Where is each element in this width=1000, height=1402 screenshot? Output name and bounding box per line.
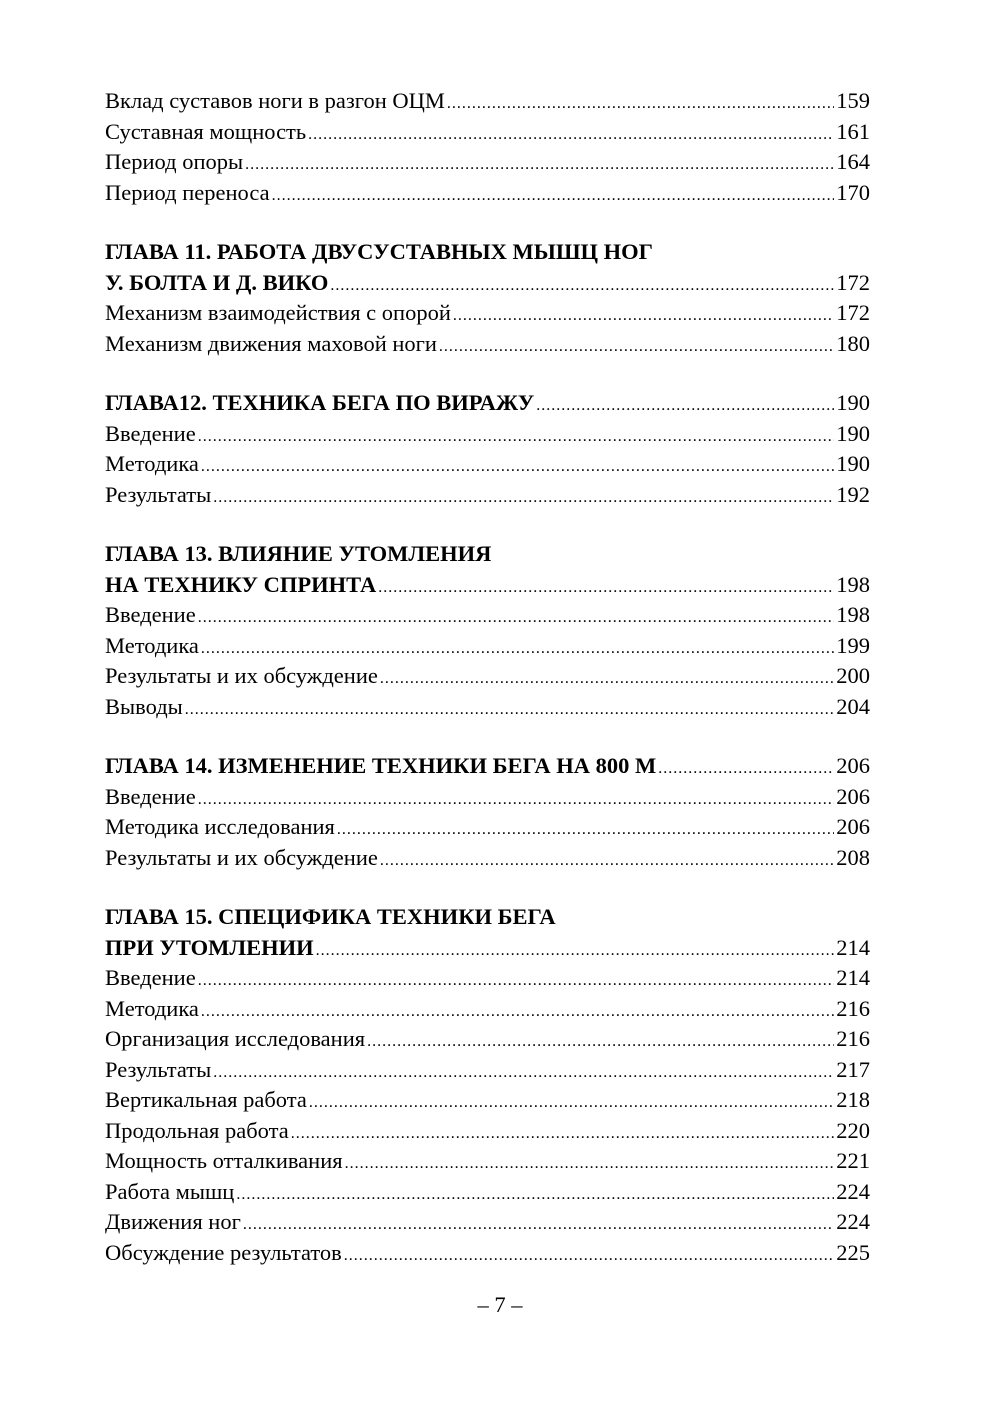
toc-entry-title: Результаты и их обсуждение	[105, 663, 378, 688]
toc-entry-page: 206	[836, 753, 870, 778]
toc-entry	[105, 329, 870, 360]
dot-leader	[367, 1027, 834, 1058]
chapter-section	[105, 539, 870, 722]
toc-entry-title: Введение	[105, 420, 196, 446]
toc-entry-title: Результаты и их обсуждение	[105, 844, 378, 870]
dot-leader	[245, 150, 834, 181]
toc-entry-title: Методика	[105, 995, 199, 1021]
dot-leader	[447, 89, 834, 120]
toc-entry	[105, 1085, 870, 1116]
toc-entry-page: 206	[836, 814, 870, 839]
toc-entry-page: 190	[836, 420, 870, 446]
toc-entry-page: 216	[836, 1026, 870, 1051]
chapter-heading: ГЛАВА 15. СПЕЦИФИКА ТЕХНИКИ БЕГА	[105, 904, 556, 929]
dot-leader	[344, 1241, 834, 1272]
toc-entry	[105, 449, 870, 480]
dot-leader	[213, 1058, 834, 1089]
chapter-heading: ГЛАВА 11. РАБОТА ДВУСУСТАВНЫХ МЫШЦ НОГ	[105, 239, 653, 264]
toc-entry-page: 199	[836, 632, 870, 658]
dot-leader	[337, 815, 834, 846]
toc-entry-page: 225	[836, 1239, 870, 1265]
chapter-heading-entry	[105, 388, 870, 419]
dot-leader	[198, 966, 835, 997]
toc-entry	[105, 117, 870, 148]
toc-entry	[105, 600, 870, 631]
toc-entry-title: Вертикальная работа	[105, 1087, 307, 1112]
dot-leader	[272, 181, 835, 212]
toc-entry	[105, 843, 870, 874]
chapter-heading-entry	[105, 570, 870, 601]
dot-leader	[213, 483, 834, 514]
toc-entry-page: 200	[836, 663, 870, 688]
toc-entry	[105, 147, 870, 178]
toc-entry-title: Выводы	[105, 693, 183, 719]
toc-entry	[105, 178, 870, 209]
chapter-heading: ГЛАВА 13. ВЛИЯНИЕ УТОМЛЕНИЯ	[105, 541, 492, 566]
toc-entry-page: 198	[836, 602, 870, 627]
dot-leader	[658, 754, 834, 785]
toc-entry	[105, 1116, 870, 1147]
toc-entry	[105, 812, 870, 843]
toc-entry	[105, 298, 870, 329]
toc-entry-title: Организация исследования	[105, 1026, 366, 1051]
toc-entry-title: Работа мышц	[105, 1178, 235, 1204]
toc-entry	[105, 631, 870, 662]
toc-entry-title: Результаты	[105, 1056, 212, 1082]
dot-leader	[380, 664, 834, 695]
toc-entry-title: У. БОЛТА И Д. ВИКО	[105, 269, 329, 295]
toc-entry-title: Движения ног	[105, 1209, 241, 1234]
toc-entry-title: Введение	[105, 602, 196, 627]
dot-leader	[316, 936, 835, 967]
toc-entry-page: 204	[836, 693, 870, 719]
toc-entry	[105, 1207, 870, 1238]
chapter-section	[105, 751, 870, 873]
toc-entry-page: 164	[836, 149, 870, 174]
toc-entry	[105, 1024, 870, 1055]
toc-entry	[105, 994, 870, 1025]
toc-entry	[105, 661, 870, 692]
toc-entry-page: 208	[836, 844, 870, 870]
toc-entry	[105, 963, 870, 994]
dot-leader	[309, 1088, 834, 1119]
toc-entry-title: Методика	[105, 451, 199, 476]
toc-entry-page: 218	[836, 1087, 870, 1112]
dot-leader	[536, 391, 834, 422]
toc-entry	[105, 419, 870, 450]
toc-entry-page: 198	[836, 571, 870, 597]
toc-entry-page: 172	[836, 269, 870, 295]
toc-entry-page: 221	[836, 1148, 870, 1173]
toc-entry-title: Мощность отталкивания	[105, 1148, 343, 1173]
toc-entry-page: 224	[836, 1178, 870, 1204]
toc-entry-title: Введение	[105, 965, 196, 990]
dot-leader	[291, 1119, 835, 1150]
dot-leader	[198, 785, 835, 816]
table-of-contents	[105, 86, 870, 1268]
toc-entry	[105, 1146, 870, 1177]
toc-entry-page: 220	[836, 1117, 870, 1143]
dot-leader	[380, 846, 834, 877]
toc-entry-page: 214	[836, 934, 870, 960]
toc-entry-title: Период опоры	[105, 149, 244, 174]
toc-entry-page: 170	[836, 179, 870, 205]
toc-entry-page: 161	[836, 118, 870, 144]
dot-leader	[243, 1210, 834, 1241]
toc-entry-page: 214	[836, 965, 870, 990]
dot-leader	[330, 271, 834, 302]
toc-entry-title: НА ТЕХНИКУ СПРИНТА	[105, 571, 377, 597]
toc-entry-page: 159	[836, 88, 870, 113]
chapter-section	[105, 902, 870, 1268]
toc-entry-title: Методика исследования	[105, 814, 335, 839]
dot-leader	[378, 573, 834, 604]
dot-leader	[201, 997, 834, 1028]
dot-leader	[236, 1180, 834, 1211]
toc-entry-title: ГЛАВА12. ТЕХНИКА БЕГА ПО ВИРАЖУ	[105, 390, 535, 415]
toc-entry-title: Вклад суставов ноги в разгон ОЦМ	[105, 88, 445, 113]
toc-entry-title: ПРИ УТОМЛЕНИИ	[105, 934, 314, 960]
toc-entry-title: Обсуждение результатов	[105, 1239, 342, 1265]
toc-entry-title: Методика	[105, 632, 199, 658]
toc-entry-page: 216	[836, 995, 870, 1021]
toc-entry-page: 217	[836, 1056, 870, 1082]
toc-entry-title: Продольная работа	[105, 1117, 289, 1143]
toc-entry-title: Суставная мощность	[105, 118, 307, 144]
chapter-heading-entry	[105, 268, 870, 299]
dot-leader	[198, 422, 835, 453]
dot-leader	[185, 695, 834, 726]
toc-entry-page: 180	[836, 330, 870, 356]
toc-entry	[105, 692, 870, 723]
toc-entry-title: Введение	[105, 783, 196, 809]
toc-entry	[105, 1177, 870, 1208]
toc-entry	[105, 480, 870, 511]
dot-leader	[201, 634, 834, 665]
toc-entry	[105, 1238, 870, 1269]
toc-entry-title: Результаты	[105, 481, 212, 507]
dot-leader	[439, 332, 834, 363]
toc-entry-page: 206	[836, 783, 870, 809]
dot-leader	[198, 603, 835, 634]
toc-entry	[105, 86, 870, 117]
toc-entry-page: 190	[836, 390, 870, 415]
toc-entry	[105, 1055, 870, 1086]
dot-leader	[345, 1149, 835, 1180]
dot-leader	[453, 301, 834, 332]
toc-entry-title: Механизм движения маховой ноги	[105, 330, 437, 356]
toc-entry-title: Период переноса	[105, 179, 270, 205]
toc-entry-page: 172	[836, 300, 870, 325]
chapter-section	[105, 388, 870, 510]
dot-leader	[308, 120, 834, 151]
toc-entry-title: Механизм взаимодействия с опорой	[105, 300, 451, 325]
chapter-heading-entry	[105, 933, 870, 964]
toc-entry-page: 190	[836, 451, 870, 476]
toc-entry-title: ГЛАВА 14. ИЗМЕНЕНИЕ ТЕХНИКИ БЕГА НА 800 М	[105, 753, 657, 778]
page-number: – 7 –	[477, 1292, 523, 1317]
toc-entry-page: 192	[836, 481, 870, 507]
toc-entry-page: 224	[836, 1209, 870, 1234]
chapter-section	[105, 237, 870, 359]
dot-leader	[201, 452, 834, 483]
toc-entry	[105, 782, 870, 813]
chapter-heading-entry	[105, 751, 870, 782]
